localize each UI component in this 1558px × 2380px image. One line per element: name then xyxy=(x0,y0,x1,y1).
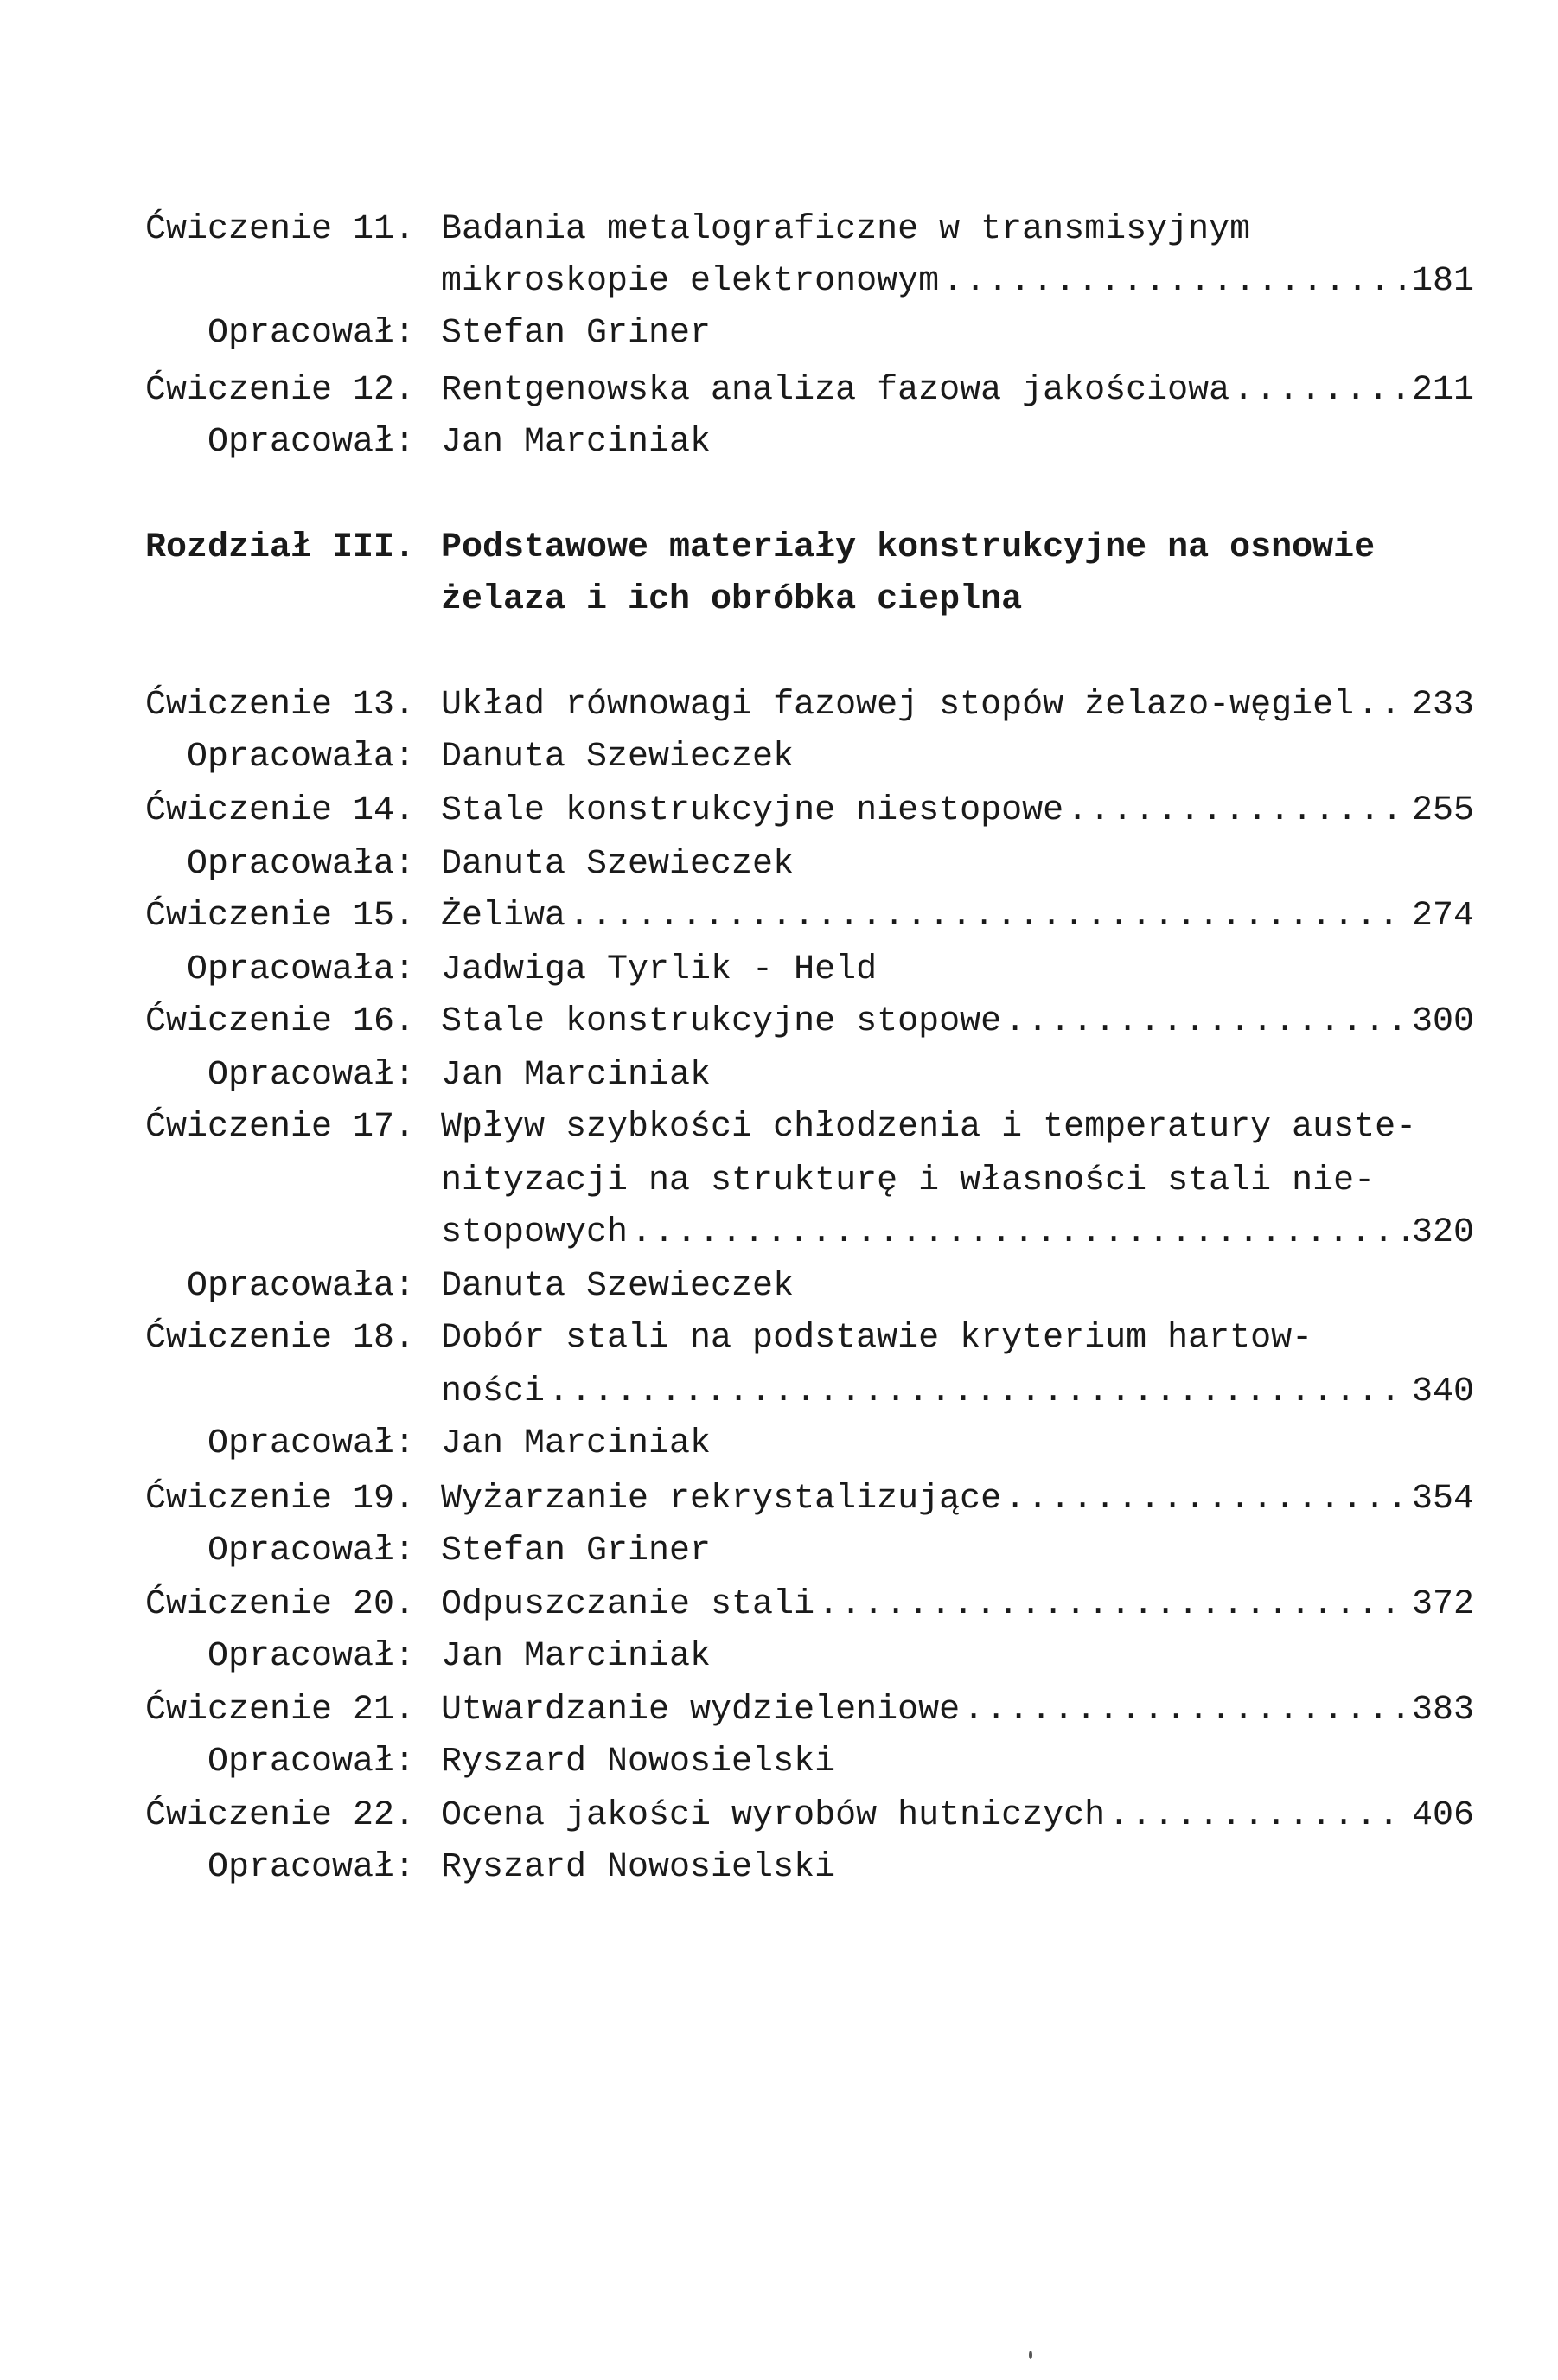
dot-leader xyxy=(569,891,1408,943)
toc-row xyxy=(0,1790,1558,1842)
toc-leader-line xyxy=(441,1579,1474,1631)
dot-leader xyxy=(1005,1474,1408,1526)
toc-row xyxy=(0,1842,1558,1894)
exercise-label: Ćwiczenie 13. xyxy=(144,686,415,725)
toc-leader-line xyxy=(441,1474,1474,1526)
exercise-label: Ćwiczenie 20. xyxy=(144,1585,415,1624)
toc-row xyxy=(0,944,1558,996)
exercise-label: Ćwiczenie 15. xyxy=(144,897,415,936)
exercise-title: Rentgenowska analiza fazowa jakościowa xyxy=(441,371,1230,410)
toc-row xyxy=(0,891,1558,943)
page-number: 372 xyxy=(1411,1585,1474,1624)
author-name: Danuta Szewieczek xyxy=(441,738,795,777)
toc-leader-line xyxy=(441,1790,1474,1842)
exercise-title: Ocena jakości wyrobów hutniczych xyxy=(441,1796,1106,1835)
author-label: Opracowała: xyxy=(186,845,415,884)
toc-row xyxy=(0,574,1558,626)
author-label: Opracował: xyxy=(207,423,415,462)
exercise-title: Układ równowagi fazowej stopów żelazo-węgiel xyxy=(441,686,1355,725)
exercise-label: Ćwiczenie 18. xyxy=(144,1319,415,1358)
exercise-label: Ćwiczenie 22. xyxy=(144,1796,415,1835)
toc-leader-line xyxy=(441,1685,1474,1737)
toc-leader-line xyxy=(441,1207,1474,1259)
toc-leader-line xyxy=(441,680,1474,732)
toc-leader-line xyxy=(441,365,1474,417)
author-name: Jan Marciniak xyxy=(441,1424,712,1463)
exercise-title: Badania metalograficzne w transmisyjnym xyxy=(441,210,1251,249)
exercise-label: Ćwiczenie 11. xyxy=(144,210,415,249)
dot-leader xyxy=(1233,365,1408,417)
toc-leader-line xyxy=(441,1366,1474,1418)
author-label: Opracował: xyxy=(207,1637,415,1676)
author-name: Ryszard Nowosielski xyxy=(441,1743,836,1782)
toc-row xyxy=(0,680,1558,732)
toc-row xyxy=(0,1631,1558,1683)
exercise-title: Wyżarzanie rekrystalizujące xyxy=(441,1480,1002,1519)
toc-row xyxy=(0,1418,1558,1470)
toc-row xyxy=(0,417,1558,469)
page-number: 383 xyxy=(1411,1691,1474,1730)
author-label: Opracował: xyxy=(207,1848,415,1887)
author-name: Jan Marciniak xyxy=(441,1637,712,1676)
author-name: Jadwiga Tyrlik - Held xyxy=(441,950,878,989)
page-number: 255 xyxy=(1411,791,1474,830)
exercise-title: Utwardzanie wydzieleniowe xyxy=(441,1691,961,1730)
dot-leader xyxy=(631,1207,1408,1259)
author-label: Opracował: xyxy=(207,1424,415,1463)
author-name: Stefan Griner xyxy=(441,314,712,353)
page-number: 406 xyxy=(1411,1796,1474,1835)
dot-leader xyxy=(818,1579,1408,1631)
toc-row xyxy=(0,1579,1558,1631)
toc-row xyxy=(0,1261,1558,1313)
scan-speck xyxy=(1029,2351,1032,2359)
exercise-label: Ćwiczenie 19. xyxy=(144,1480,415,1519)
toc-row xyxy=(0,1050,1558,1102)
author-name: Ryszard Nowosielski xyxy=(441,1848,836,1887)
toc-row xyxy=(0,256,1558,308)
toc-row xyxy=(0,1526,1558,1577)
page-number: 300 xyxy=(1411,1002,1474,1041)
toc-row xyxy=(0,522,1558,574)
author-name: Jan Marciniak xyxy=(441,423,712,462)
toc-row xyxy=(0,1685,1558,1737)
author-label: Opracował: xyxy=(207,1743,415,1782)
dot-leader xyxy=(1108,1790,1408,1842)
toc-row xyxy=(0,1737,1558,1788)
exercise-title: stopowych xyxy=(441,1213,629,1252)
toc-row xyxy=(0,1102,1558,1154)
toc-row xyxy=(0,1474,1558,1526)
dot-leader xyxy=(1005,996,1408,1048)
exercise-title: Stale konstrukcyjne stopowe xyxy=(441,1002,1002,1041)
page-number: 211 xyxy=(1411,371,1474,410)
toc-row xyxy=(0,204,1558,256)
author-label: Opracowała: xyxy=(186,738,415,777)
author-label: Opracował: xyxy=(207,1056,415,1095)
exercise-label: Ćwiczenie 14. xyxy=(144,791,415,830)
chapter-title: Podstawowe materiały konstrukcyjne na osnowie xyxy=(441,528,1376,567)
page-number: 340 xyxy=(1411,1372,1474,1411)
dot-leader xyxy=(1067,785,1408,837)
author-label: Opracował: xyxy=(207,1532,415,1571)
author-name: Danuta Szewieczek xyxy=(441,1267,795,1306)
author-name: Jan Marciniak xyxy=(441,1056,712,1095)
exercise-title: Dobór stali na podstawie kryterium hartow- xyxy=(441,1319,1313,1358)
dot-leader xyxy=(548,1366,1408,1418)
toc-row xyxy=(0,785,1558,837)
exercise-title: ności xyxy=(441,1372,546,1411)
dot-leader xyxy=(1357,680,1408,732)
toc-row xyxy=(0,732,1558,784)
exercise-label: Ćwiczenie 12. xyxy=(144,371,415,410)
dot-leader xyxy=(942,256,1408,308)
exercise-label: Ćwiczenie 21. xyxy=(144,1691,415,1730)
toc-leader-line xyxy=(441,785,1474,837)
author-label: Opracował: xyxy=(207,314,415,353)
exercise-title: Stale konstrukcyjne niestopowe xyxy=(441,791,1064,830)
toc-row xyxy=(0,365,1558,417)
exercise-title: mikroskopie elektronowym xyxy=(441,262,940,301)
dot-leader xyxy=(963,1685,1408,1737)
toc-row xyxy=(0,1207,1558,1259)
page-number: 354 xyxy=(1411,1480,1474,1519)
toc-row xyxy=(0,1155,1558,1207)
toc-row xyxy=(0,1313,1558,1365)
toc-leader-line xyxy=(441,996,1474,1048)
toc-leader-line xyxy=(441,256,1474,308)
exercise-title: nityzacji na strukturę i własności stali nie- xyxy=(441,1161,1376,1200)
toc-row xyxy=(0,996,1558,1048)
exercise-title: Wpływ szybkości chłodzenia i temperatury auste- xyxy=(441,1108,1417,1147)
author-name: Stefan Griner xyxy=(441,1532,712,1571)
exercise-label: Ćwiczenie 17. xyxy=(144,1108,415,1147)
author-label: Opracowała: xyxy=(186,950,415,989)
chapter-label: Rozdział III. xyxy=(144,528,415,567)
page-number: 320 xyxy=(1411,1213,1474,1252)
page-number: 233 xyxy=(1411,686,1474,725)
page-number: 274 xyxy=(1411,897,1474,936)
exercise-title: Żeliwa xyxy=(441,897,566,936)
toc-row xyxy=(0,1366,1558,1418)
author-name: Danuta Szewieczek xyxy=(441,845,795,884)
author-label: Opracowała: xyxy=(186,1267,415,1306)
toc-row xyxy=(0,308,1558,360)
exercise-label: Ćwiczenie 16. xyxy=(144,1002,415,1041)
chapter-title: żelaza i ich obróbka cieplna xyxy=(441,580,1023,619)
page-number: 181 xyxy=(1411,262,1474,301)
toc-leader-line xyxy=(441,891,1474,943)
exercise-title: Odpuszczanie stali xyxy=(441,1585,815,1624)
toc-row xyxy=(0,839,1558,891)
